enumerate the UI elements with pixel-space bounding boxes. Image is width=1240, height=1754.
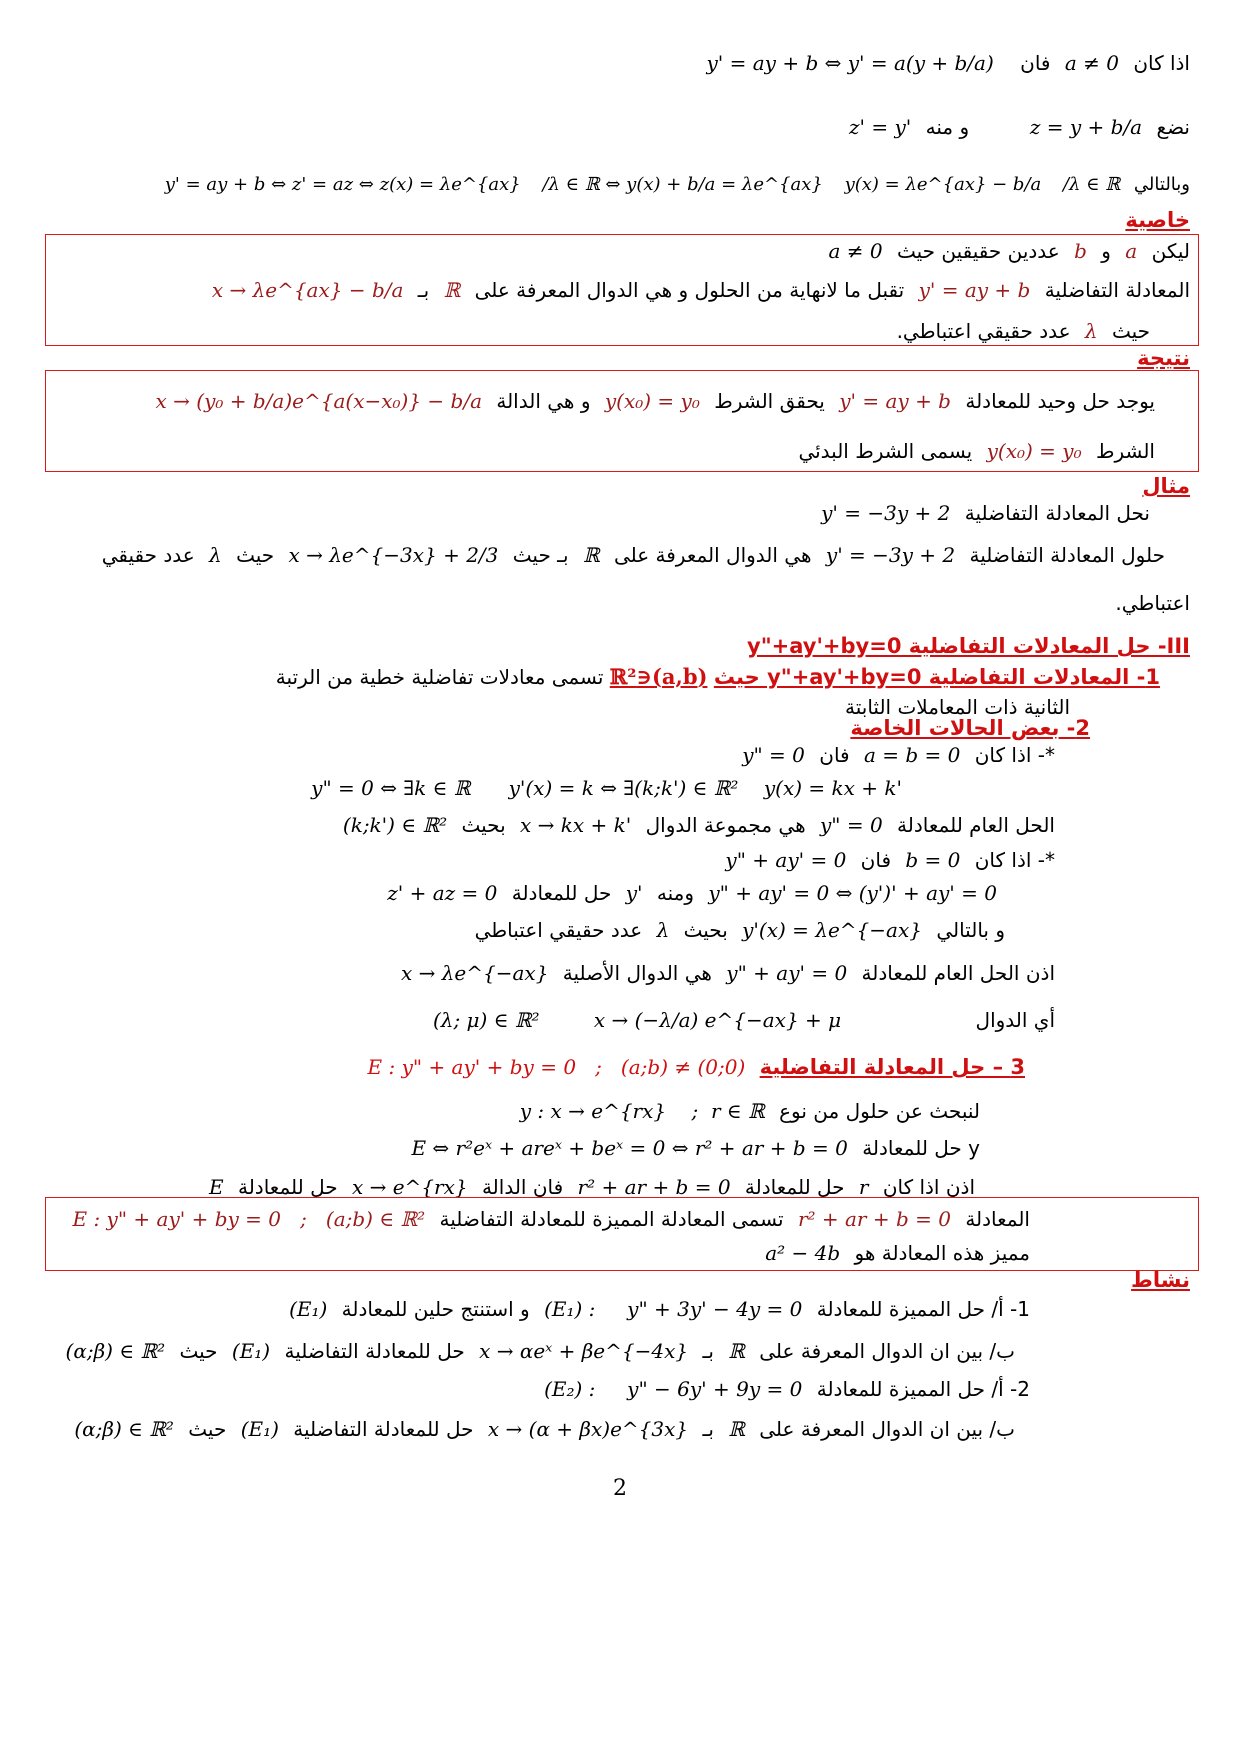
case2-line-3: و بالتالي y'(x) = λe^{−ax} بحيث λ عدد حقيقي اعتباطي xyxy=(474,918,1005,942)
property-line-1: ليكن a و b عددين حقيقين حيث a ≠ 0 xyxy=(828,239,1190,263)
case2-line-1: *- اذا كان b = 0 فان y" + ay' = 0 xyxy=(725,848,1055,872)
example-line-3: اعتباطي. xyxy=(1115,591,1190,615)
charbox-line-1: المعادلة r² + ar + b = 0 تسمى المعادلة المميزة للمعادلة التفاضلية E : y" + ay' + by = 0 ; (a;b) ∈ ℝ² xyxy=(72,1207,1030,1231)
section3-sub1-line2: الثانية ذات المعاملات الثابتة xyxy=(845,695,1070,719)
section3-sub2-title: 2- بعض الحالات الخاصة xyxy=(850,716,1090,740)
sub3-line-2: y حل للمعادلة E ⇔ r²eˣ + areˣ + beˣ = 0 ⇔ r² + ar + b = 0 xyxy=(411,1136,980,1160)
case2-line-4: اذن الحل العام للمعادلة y" + ay' = 0 هي الدوال الأصلية x → λe^{−ax} xyxy=(400,961,1055,985)
result-line-1: يوجد حل وحيد للمعادلة y' = ay + b يحقق الشرط y(x₀) = y₀ و هي الدالة x → (y₀ + b/a)e^{a(x−x₀)} − b/a xyxy=(155,389,1155,413)
example-line-1: نحل المعادلة التفاضلية y' = −3y + 2 xyxy=(821,501,1150,525)
section3-sub3: 3 – حل المعادلة التفاضلية E : y" + ay' + by = 0 ; (a;b) ≠ (0;0) xyxy=(367,1055,1025,1079)
case1-line-1: *- اذا كان a = b = 0 فان y" = 0 xyxy=(742,743,1055,767)
activity-q1b: ب/ بين ان الدوال المعرفة على ℝ بـ x → αeˣ + βe^{−4x} حل للمعادلة التفاضلية (E₁) حيث (α;β) ∈ ℝ² xyxy=(65,1339,1015,1363)
activity-q2b: ب/ بين ان الدوال المعرفة على ℝ بـ x → (α + βx)e^{3x} حل للمعادلة التفاضلية (E₁) حيث (α;β) ∈ ℝ² xyxy=(74,1417,1015,1441)
example-title: مثال xyxy=(1142,474,1190,498)
activity-q1a: 1- أ/ حل المميزة للمعادلة (E₁) : y" + 3y' − 4y = 0 و استنتج حلين للمعادلة (E₁) xyxy=(289,1297,1030,1321)
intro-line-2: نضع z = y + b/a و منه z' = y' xyxy=(848,115,1190,139)
result-title: نتيجة xyxy=(1137,346,1190,370)
property-line-2: المعادلة التفاضلية y' = ay + b تقبل ما لانهاية من الحلول و هي الدوال المعرفة على ℝ بـ x → λe^{ax} − b/a xyxy=(211,278,1190,302)
property-line-3: حيث λ عدد حقيقي اعتباطي. xyxy=(896,319,1150,343)
activity-title: نشاط xyxy=(1131,1268,1190,1292)
case1-line-2: y" = 0 ⇔ ∃k ∈ ℝ y'(x) = k ⇔ ∃(k;k') ∈ ℝ² y(x) = kx + k' xyxy=(311,776,902,800)
intro-line-1: اذا كان a ≠ 0 فان y' = ay + b ⇔ y' = a(y + b/a) xyxy=(706,51,1190,75)
section3-sub1: 1- المعادلات التفاضلية y"+ay'+by=0 حيث (a,b)∈ℝ² تسمى معادلات تفاضلية خطية من الرتبة xyxy=(275,664,1160,689)
section3-title: III- حل المعادلات التفاضلية y"+ay'+by=0 xyxy=(747,634,1190,658)
charbox-line-2: مميز هذه المعادلة هو a² − 4b xyxy=(765,1241,1030,1265)
result-line-2: الشرط y(x₀) = y₀ يسمى الشرط البدئي xyxy=(798,439,1155,463)
case1-line-3: الحل العام للمعادلة y" = 0 هي مجموعة الدوال x → kx + k' بحيث (k;k') ∈ ℝ² xyxy=(342,813,1055,837)
property-title: خاصية xyxy=(1125,208,1190,232)
activity-q2a: 2- أ/ حل المميزة للمعادلة (E₂) : y" − 6y' + 9y = 0 xyxy=(544,1377,1030,1401)
intro-line-3: وبالتالي /λ ∈ ℝ y(x) = λe^{ax} − b/a /λ ∈ ℝ ⇔ y(x) + b/a = λe^{ax} y' = ay + b ⇔ z' = az ⇔ z(x) = λe^{ax} xyxy=(164,174,1190,195)
sub3-line-3: اذن اذا كان r حل للمعادلة r² + ar + b = 0 فان الدالة x → e^{rx} حل للمعادلة E xyxy=(209,1175,975,1199)
sub3-line-1: لنبحث عن حلول من نوع y : x → e^{rx} ; r ∈ ℝ xyxy=(519,1099,980,1123)
case2-line-2: y" + ay' = 0 ⇔ (y')' + ay' = 0 ومنه y' حل للمعادلة z' + az = 0 xyxy=(387,881,997,905)
page-number: 2 xyxy=(613,1476,627,1501)
example-line-2: حلول المعادلة التفاضلية y' = −3y + 2 هي الدوال المعرفة على ℝ بـ حيث x → λe^{−3x} + 2/3 حيث λ عدد حقيقي xyxy=(101,543,1165,567)
case2-line-5: أي الدوال x → (−λ/a) e^{−ax} + μ (λ; μ) ∈ ℝ² xyxy=(432,1008,1055,1032)
